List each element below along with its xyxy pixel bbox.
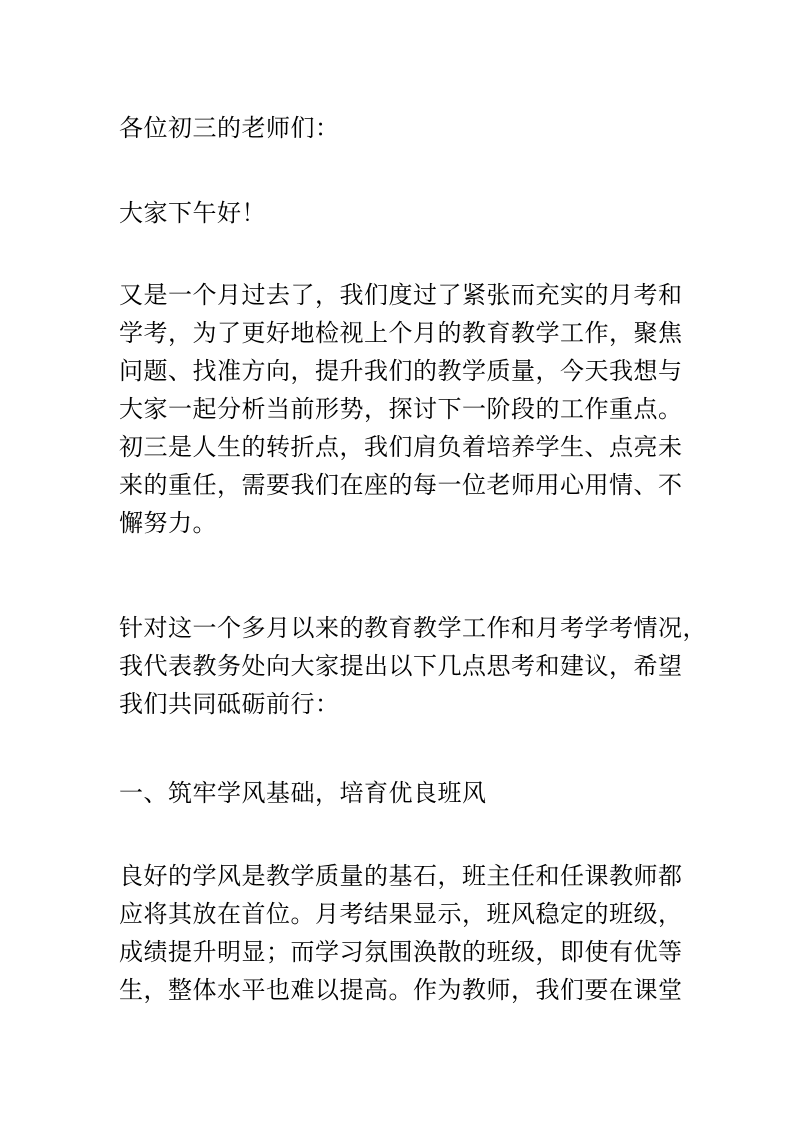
paragraph-line: 问题、找准方向，提升我们的教学质量，今天我想与 [119, 357, 683, 385]
paragraph-line: 生，整体水平也难以提高。作为教师，我们要在课堂 [119, 976, 683, 1004]
paragraph-line: 懈努力。 [119, 509, 217, 537]
section-heading-line: 一、筑牢学风基础，培育优良班风 [119, 779, 487, 807]
paragraph-line: 我代表教务处向大家提出以下几点思考和建议，希望 [119, 652, 683, 680]
salutation [119, 194, 689, 232]
paragraph-line: 大家一起分析当前形势，探讨下一阶段的工作重点。 [119, 395, 683, 423]
paragraph-line: 成绩提升明显；而学习氛围涣散的班级，即使有优等 [119, 938, 683, 966]
salutation-line: 大家下午好！ [119, 199, 266, 227]
paragraph-intro [119, 276, 689, 542]
paragraph-line: 来的重任，需要我们在座的每一位老师用心用情、不 [119, 471, 683, 499]
paragraph-line: 应将其放在首位。月考结果显示，班风稳定的班级， [119, 900, 683, 928]
paragraph-line: 我们共同砥砺前行： [119, 690, 340, 718]
paragraph-line: 良好的学风是教学质量的基石，班主任和任课教师都 [119, 862, 683, 890]
greeting [119, 109, 689, 147]
paragraph-line: 学考，为了更好地检视上个月的教育教学工作，聚焦 [119, 319, 683, 347]
greeting-line: 各位初三的老师们： [119, 114, 340, 142]
section-heading [119, 774, 689, 812]
paragraph-line: 针对这一个多月以来的教育教学工作和月考学考情况， [119, 614, 707, 642]
paragraph-line: 又是一个月过去了，我们度过了紧张而充实的月考和 [119, 281, 683, 309]
paragraph-proposal [119, 609, 707, 723]
paragraph-line: 初三是人生的转折点，我们肩负着培养学生、点亮未 [119, 433, 683, 461]
paragraph-study-style [119, 857, 689, 1009]
